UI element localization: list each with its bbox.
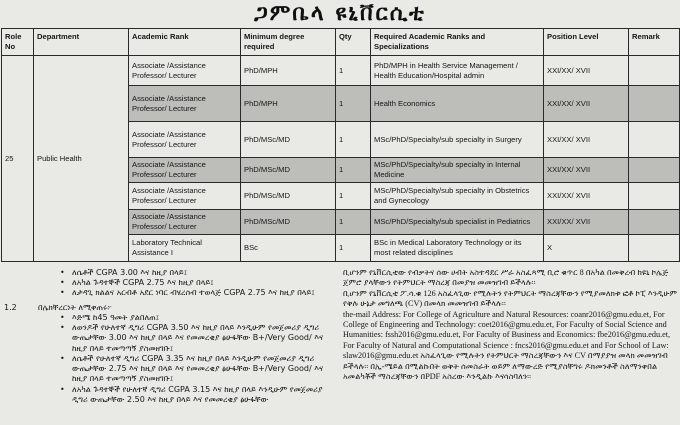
remark-cell: [629, 235, 680, 262]
header-role-no: Role No: [2, 29, 34, 56]
section-number: 1.2: [4, 302, 17, 312]
note-bullet: • ለሴቶች የሁለተኛ ዲግሪ CGPA 3.35 እና ከዚያ በላይ እንዲሁም የመጀመሪያ ዲግሪ ውጤታቸው 2.75 እና ከዚያ በላይ እና የመመረቂያ ፅሁፋቸው B+/Very Good/ እና ከዚያ በላይ ተመጣጣኝ ያስመዘገቡ፤: [0, 354, 335, 385]
role-no-cell: 25: [2, 56, 34, 262]
instruction-paragraph: ቢሆንም የኒቨርሲቲ ፖ.ሳ.ቁ 126 አስፈላጊው የሚሉትን የትምህርት ማስረጃቸውን የሚያመለክቱ ፎቶ ኮፒ እንዲሁም የቅሉ ሁኔታ መግለጫ (CV) በመላክ መመዝገብ ይችላሉ፡፡: [343, 288, 678, 309]
degree-cell: PhD/MSc/MD: [241, 122, 336, 158]
header-specializations: Required Academic Ranks and Specializations: [371, 29, 544, 56]
rank-cell: Associate /Assistance Professor/ Lecturer: [129, 56, 241, 86]
remark-cell: [629, 56, 680, 86]
email-paragraph: the-mail Address: For College of Agriculture and Natural Resources: coanr2016@gmu.edu.et, For College of Engineering and Technology: coet2016@gmu.edu.et, For Faculty of Social Science and Humanities: fssh2016@gmu.edu.et, For Faculty of Business and Economics: fbe2016@gmu.edu.et, For Faculty of Natural and Computational Science : fncs2016@gmu.edu.et and For School of Law: slaw2016@gmu.edu.et አስፈላጊው የሚሉትን የትምህርት ማስረጃቸውን እና CV በማያያዝ መላክ መመዝገብ ይችላሉ፡፡ በኢ-ሜይል በሚልኩበት ወቅት ሰመስራት ወይም ለማውረድ የሚያስቸግሩ ዶክመንቶች ስለማንቀበል አመልካቾች ማስረጃቸውን በPDF አስረው እንዲልኩ እናሳስባለን፡፡: [343, 309, 671, 382]
note-bullet: • እድሜ ከ45 ዓመት ያልበለጠ፤: [0, 313, 335, 323]
header-position-level: Position Level: [544, 29, 629, 56]
application-instructions: [343, 268, 678, 425]
eligibility-notes: [0, 268, 335, 425]
section-heading: በሌክቸረርነት ለሚቀጠሩ፦: [38, 302, 112, 312]
remark-cell: [629, 210, 680, 235]
degree-cell: PhD/MSc/MD: [241, 210, 336, 235]
rank-cell: Laboratory Technical Assistance I: [129, 235, 241, 262]
level-cell: XXI/XX/ XVII: [544, 210, 629, 235]
degree-cell: BSc: [241, 235, 336, 262]
rank-cell: Associate /Assistance Professor/ Lecturer: [129, 183, 241, 210]
spec-cell: MSc/PhD/Specialty/sub specialty in Obstetrics and Gynecology: [371, 183, 544, 210]
note-bullet: • ለአካል ጉዳተኞች CGPA 2.75 እና ከዚያ በላይ፤: [0, 278, 335, 288]
qty-cell: 1: [336, 235, 371, 262]
degree-cell: PhD/MPH: [241, 86, 336, 122]
qty-cell: 1: [336, 183, 371, 210]
degree-cell: PhD/MPH: [241, 56, 336, 86]
rank-cell: Associate /Assistance Professor/ Lecturer: [129, 158, 241, 183]
level-cell: XXI/XX/ XVII: [544, 86, 629, 122]
remark-cell: [629, 158, 680, 183]
spec-cell: MSc/PhD/Specialty/sub specialty in Internal Medicine: [371, 158, 544, 183]
qty-cell: 1: [336, 56, 371, 86]
header-academic-rank: Academic Rank: [129, 29, 241, 56]
spec-cell: BSc in Medical Laboratory Technology or its most related disciplines: [371, 235, 544, 262]
qty-cell: 1: [336, 86, 371, 122]
qty-cell: 1: [336, 122, 371, 158]
spec-cell: Health Economics: [371, 86, 544, 122]
note-bullet: • ለታዳጊ ክልልና አርብቶ አደር ነባር ብሄረሰብ ተወላጅ CGPA 2.75 እና ከዚያ በላይ፤: [0, 288, 335, 298]
level-cell: XXI/XX/ XVII: [544, 56, 629, 86]
remark-cell: [629, 86, 680, 122]
rank-cell: Associate /Assistance Professor/ Lecturer: [129, 122, 241, 158]
qty-cell: 1: [336, 210, 371, 235]
department-cell: Public Health: [34, 56, 129, 262]
degree-cell: PhD/MSc/MD: [241, 183, 336, 210]
table-row: [2, 56, 680, 86]
rank-cell: Associate /Assistance Professor/ Lecturer: [129, 210, 241, 235]
qty-cell: 1: [336, 158, 371, 183]
spec-cell: MSc/PhD/Specialty/sub specialty in Surgery: [371, 122, 544, 158]
level-cell: X: [544, 235, 629, 262]
degree-cell: PhD/MSc/MD: [241, 158, 336, 183]
section-heading-wrap: [0, 303, 335, 313]
university-title: ጋምቤላ ዩኒቨርሲቲ: [254, 1, 426, 26]
remark-cell: [629, 183, 680, 210]
header-minimum-degree: Minimum degree required: [241, 29, 336, 56]
vacancy-table: [1, 28, 680, 262]
header-remark: Remark: [629, 29, 680, 56]
instruction-paragraph: ቢሆንም የኒቨርሲቲው የብቃትና ሰው ሀብት አስተዳደር ሥራ አስፈጻሚ ቢሮ ቁጥር 8 በአካል በመቅረብ ከዩኒ ኮሌጅ ጀምሮ ያላቸውን የትምህርት ማስረጃ በመያዝ መመዝገብ ይችላሉ፡፡: [343, 268, 669, 288]
level-cell: XXI/XX/ XVII: [544, 183, 629, 210]
note-bullet: • ለአካል ጉዳተኞች የሁለተኛ ዲግሪ CGPA 3.15 እና ከዚያ በላይ እንዲሁም የመጀመሪያ ዲግሪ ውጤታቸው 2.50 እና ከዚያ በላይ እና የመመረቂያ ፅሁፋቸው: [0, 385, 335, 405]
level-cell: XXI/XX/ XVII: [544, 158, 629, 183]
note-bullet: • ለሴቶች CGPA 3.00 እና ከዚያ በላይ፤: [0, 268, 335, 278]
spec-cell: PhD/MPH in Health Service Management / Health Education/Hospital admin: [371, 56, 544, 86]
spec-cell: MSc/PhD/Specialty/sub specialist in Pediatrics: [371, 210, 544, 235]
note-bullet: • ለወንዶች የሁለተኛ ዲግሪ CGPA 3.50 እና ከዚያ በላይ እንዲሁም የመጀመሪያ ዲግሪ ውጤታቸው 3.00 እና ከዚያ በላይ እና የመመረቂያ ፅሁፋቸው B+/Very Good/ እና ከዚያ በላይ ተመጣጣኝ ያስመዘገቡ፤: [0, 323, 335, 354]
header-qty: Qty: [336, 29, 371, 56]
table-header-row: [2, 29, 680, 56]
level-cell: XXI/XX/ XVII: [544, 122, 629, 158]
remark-cell: [629, 122, 680, 158]
header-department: Department: [34, 29, 129, 56]
rank-cell: Associate /Assistance Professor/ Lecturer: [129, 86, 241, 122]
